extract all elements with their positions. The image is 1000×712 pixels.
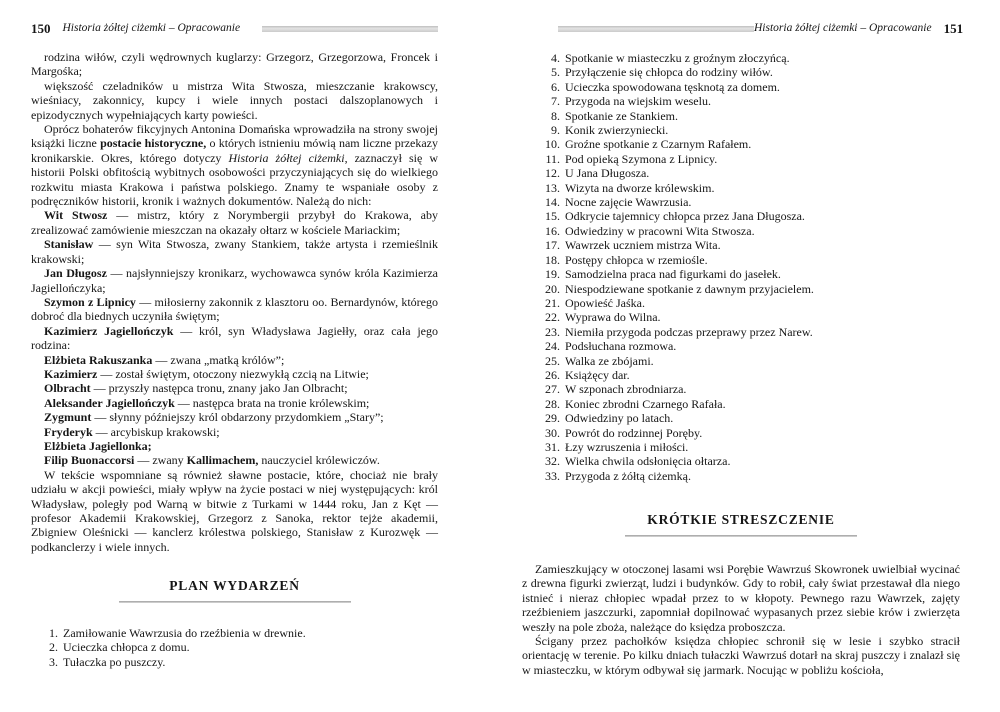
list-item-number: 6.: [551, 79, 560, 94]
list-item-text: Nocne zajęcie Wawrzusia.: [565, 195, 692, 210]
plan-list-item: [522, 267, 960, 281]
list-item-number: 32.: [545, 454, 560, 469]
plan-list-item: [522, 382, 960, 396]
plan-list-item: [522, 209, 960, 223]
plan-list-item: [522, 195, 960, 209]
list-item-text: Pod opieką Szymona z Lipnicy.: [565, 151, 718, 166]
list-item-text: Groźne spotkanie z Czarnym Rafałem.: [565, 137, 752, 152]
paragraph: [31, 353, 438, 367]
plan-list-item: [522, 454, 960, 468]
plan-list-item: [31, 626, 438, 640]
paragraph: [31, 50, 438, 79]
paragraph: [31, 266, 438, 295]
header-rule-right: [558, 26, 754, 32]
list-item-text: Podsłuchana rozmowa.: [565, 339, 677, 354]
paragraph: [31, 324, 438, 353]
list-item-number: 31.: [545, 439, 560, 454]
list-item-number: 1.: [49, 626, 58, 640]
plan-list-item: [522, 238, 960, 252]
list-item-text: Spotkanie ze Stankiem.: [565, 108, 678, 123]
plan-list-item: [522, 296, 960, 310]
list-item-text: Przygoda na wiejskim weselu.: [565, 94, 711, 109]
list-item-text: Ucieczka chłopca z domu.: [63, 640, 190, 655]
body-text: większość czeladników u mistrza Wita Stwosza, mieszczanie krakowscy, wieśniacy, zakonnicy, kupcy i wiele innych postaci dalszoplanowych i epizodycznych wypełniających karty powieści.: [31, 78, 438, 122]
running-title-left: Historia żółtej ciżemki – Opracowanie: [62, 22, 241, 34]
list-item-number: 11.: [545, 151, 560, 166]
page-151: [522, 0, 964, 712]
paragraph: [31, 381, 438, 395]
list-item-text: Koniec zbrodni Czarnego Rafała.: [565, 396, 726, 411]
running-header-right: [522, 21, 964, 36]
list-item-number: 19.: [545, 267, 560, 282]
page-number-left: 150: [31, 21, 51, 36]
section-heading-krotkie-streszczenie: KRÓTKIE STRESZCZENIE: [647, 512, 835, 527]
plan-list-item: [522, 123, 960, 137]
body-text: — syn Wita Stwosza, zwany Stankiem, także artysta i rzemieślnik krakowski;: [31, 237, 438, 266]
plan-list-item: [522, 282, 960, 296]
plan-list-item: [522, 224, 960, 238]
bold-text: Elżbieta Rakuszanka: [44, 352, 153, 367]
plan-list-item: [522, 166, 960, 180]
bold-text: Stanisław: [44, 237, 94, 252]
plan-list-item: [522, 426, 960, 440]
bold-text: Szymon z Lipnicy: [44, 294, 136, 309]
list-item-number: 15.: [545, 209, 560, 224]
list-item-number: 30.: [545, 425, 560, 440]
list-item-number: 16.: [545, 223, 560, 238]
bold-text: Fryderyk: [44, 424, 93, 439]
body-text: Zamieszkujący w otoczonej lasami wsi Porębie Wawrzuś Skowronek uwielbiał wycinać z drewna figurki zwierząt, ludzi i budynków. Gdy to robił, cały świat przestawał dla niego istnieć i nieraz chłopiec wpadał przez to w kłopoty. Pewnego razu Wawrzek, zajęty rzeźbieniem jaszczurki, zapomniał dopilnować wypasanych przez siebie krów i zwierzęta weszły na pole zboża, należące do księdza proboszcza.: [522, 562, 960, 634]
paragraph: [522, 562, 960, 634]
plan-list-item: [31, 640, 438, 654]
list-item-text: Powrót do rodzinnej Poręby.: [565, 425, 703, 440]
list-item-text: Odkrycie tajemnicy chłopca przez Jana Długosza.: [565, 209, 805, 224]
list-item-number: 5.: [551, 65, 560, 80]
paragraph: [31, 439, 438, 453]
paragraph: [31, 79, 438, 122]
list-item-number: 17.: [545, 238, 560, 253]
list-item-text: Spotkanie w miasteczku z groźnym złoczyńcą.: [565, 51, 790, 65]
body-text: W tekście wspomniane są również sławne postacie, które, chociaż nie brały udziału w akcji powieści, miały wpływ na życie postaci w niej występujących: król Władysław, poległy pod Warną w bitwie z Turkami w 1444 roku, Jan z Kęt — profesor Akademii Krakowskiej, Grzegorz z Sanoka, rektor tejże akademii, Zbigniew Oleśnicki — kanclerz królestwa polskiego, Stanisław z Kurozwęk — podkanclerzy i wiele innych.: [31, 467, 438, 554]
list-item-number: 7.: [551, 94, 560, 109]
paragraph: [31, 237, 438, 266]
bold-text: Wit Stwosz: [44, 208, 108, 223]
body-text: — słynny późniejszy król obdarzony przydomkiem „Stary”;: [91, 410, 384, 425]
list-item-number: 33.: [545, 468, 560, 483]
body-text: Ścigany przez pachołków księdza chłopiec schronił się w lesie i szybko stracił orientację w terenie. Po kilku dniach tułaczki Wawrzuś dotarł na skraj puszczy i znalazł się w miasteczku, w którym odbywał się jarmark. Nocując w pobliżu kościoła,: [522, 634, 960, 677]
list-item-number: 9.: [551, 123, 560, 138]
section-rule-left: [119, 601, 351, 603]
section-rule-right: [625, 535, 857, 537]
plan-list-item: [31, 655, 438, 669]
plan-list-item: [522, 368, 960, 382]
list-item-text: Tułaczka po puszczy.: [63, 654, 166, 669]
body-text: nauczyciel królewiczów.: [258, 453, 380, 468]
paragraph: [31, 295, 438, 324]
body-text: , zaznaczył się w historii Polski obfitością wybitnych osobowości przyczyniających się do wielkiego rozkwitu miasta Krakowa i państwa polskiego. Znamy te wspaniałe osoby z podręczników historii, kronik i ważnych dokumentów. Należą do nich:: [31, 150, 438, 209]
list-item-number: 29.: [545, 411, 560, 426]
body-text: rodzina wiłów, czyli wędrownych kuglarzy: Grzegorz, Grzegorzowa, Froncek i Margośka;: [31, 50, 438, 79]
list-item-text: Niespodziewane spotkanie z dawnym przyjacielem.: [565, 281, 814, 296]
body-text: — został świętym, otoczony niezwykłą czcią na Litwie;: [97, 366, 369, 381]
list-item-text: Łzy wzruszenia i miłości.: [565, 439, 689, 454]
list-item-text: Ucieczka spowodowana tęsknotą za domem.: [565, 79, 780, 94]
page-number-right: 151: [943, 21, 964, 36]
list-item-text: W szponach zbrodniarza.: [565, 382, 687, 397]
plan-list-item: [522, 109, 960, 123]
bold-text: Zygmunt: [44, 410, 92, 425]
bold-text: postacie historyczne,: [100, 136, 207, 151]
plan-list-item: [522, 51, 960, 65]
list-item-number: 24.: [545, 339, 560, 354]
list-item-text: Książęcy dar.: [565, 367, 630, 382]
plan-list-item: [522, 137, 960, 151]
list-item-text: Odwiedziny w pracowni Wita Stwosza.: [565, 223, 755, 238]
body-text: — zwana „matką królów”;: [152, 352, 285, 367]
list-item-text: Konik zwierzyniecki.: [565, 123, 669, 138]
plan-list-items-1-3: [31, 626, 438, 669]
bold-text: Jan Długosz: [44, 266, 107, 281]
list-item-text: Walka ze zbójami.: [565, 353, 654, 368]
section-heading-plan-wydarzen: PLAN WYDARZEŃ: [169, 578, 300, 593]
right-page-body: [522, 562, 960, 677]
body-text: — przyszły następca tronu, znany jako Jan Olbracht;: [90, 381, 348, 396]
list-item-number: 25.: [545, 353, 560, 368]
body-text: — arcybiskup krakowski;: [92, 424, 220, 439]
plan-list-item: [522, 181, 960, 195]
paragraph: [31, 425, 438, 439]
bold-text: Filip Buonaccorsi: [44, 453, 135, 468]
paragraph: [31, 468, 438, 554]
body-text: — zwany: [134, 453, 187, 468]
bold-text: Kazimierz: [44, 366, 98, 381]
list-item-number: 26.: [545, 367, 560, 382]
header-rule-left: [262, 26, 438, 32]
list-item-number: 18.: [545, 252, 560, 267]
body-text: — król, syn Władysława Jagiełły, oraz cała jego rodzina:: [31, 323, 438, 353]
list-item-text: Odwiedziny po latach.: [565, 411, 674, 426]
paragraph: [522, 634, 960, 677]
body-text: — mistrz, który z Norymbergii przybył do Krakowa, aby zrealizować zamówienie mieszczan na okazały ołtarz w kościele Mariackim;: [31, 208, 438, 237]
list-item-text: Zamiłowanie Wawrzusia do rzeźbienia w drewnie.: [63, 626, 306, 640]
list-item-text: Przyłączenie się chłopca do rodziny wiłów.: [565, 65, 773, 80]
list-item-number: 3.: [49, 654, 58, 669]
list-item-text: Samodzielna praca nad figurkami do jasełek.: [565, 267, 781, 282]
body-text: — miłosierny zakonnik z klasztoru oo. Bernardynów, którego dobroć dla biednych uczyniła świętym;: [31, 294, 439, 324]
italic-text: Historia żółtej ciżemki: [228, 150, 345, 165]
bold-text: Kazimierz Jagiellończyk: [44, 323, 174, 338]
page-150: [31, 0, 438, 712]
list-item-number: 4.: [551, 51, 560, 65]
list-item-text: Wizyta na dworze królewskim.: [565, 180, 715, 195]
list-item-number: 28.: [545, 396, 560, 411]
plan-list-item: [522, 411, 960, 425]
plan-list-items-4-33: [522, 51, 960, 483]
paragraph: [31, 410, 438, 424]
list-item-text: Postępy chłopca w rzemiośle.: [565, 252, 708, 267]
list-item-number: 12.: [545, 166, 560, 181]
list-item-text: U Jana Długosza.: [565, 166, 650, 181]
plan-list-item: [522, 339, 960, 353]
list-item-number: 13.: [545, 180, 560, 195]
list-item-number: 21.: [545, 295, 560, 310]
body-text: — następca brata na tronie królewskim;: [174, 395, 370, 410]
plan-list-item: [522, 94, 960, 108]
list-item-text: Opowieść Jaśka.: [565, 295, 645, 310]
bold-text: Aleksander Jagiellończyk: [44, 395, 175, 410]
paragraph: [31, 396, 438, 410]
list-item-number: 14.: [545, 195, 560, 210]
plan-list-item: [522, 354, 960, 368]
list-item-number: 2.: [49, 640, 58, 655]
list-item-number: 20.: [545, 281, 560, 296]
bold-text: Olbracht: [44, 381, 91, 396]
list-item-number: 10.: [545, 137, 560, 152]
body-text: — najsłynniejszy kronikarz, wychowawca synów króla Kazimierza Jagiellończyka;: [31, 266, 438, 295]
bold-text: Kallimachem,: [186, 453, 259, 468]
paragraph: [31, 208, 438, 237]
list-item-number: 23.: [545, 324, 560, 339]
plan-list-item: [522, 253, 960, 267]
list-item-number: 27.: [545, 382, 560, 397]
plan-list-item: [522, 325, 960, 339]
list-item-text: Przygoda z żółtą ciżemką.: [565, 468, 691, 483]
list-item-text: Wawrzek uczniem mistrza Wita.: [565, 238, 721, 253]
plan-list-item: [522, 152, 960, 166]
left-page-body: [31, 50, 438, 554]
plan-list-item: [522, 310, 960, 324]
running-title-right: Historia żółtej ciżemki – Opracowanie: [754, 22, 932, 34]
bold-text: Elżbieta Jagiellonka;: [44, 438, 152, 453]
plan-list-item: [522, 469, 960, 483]
paragraph: [31, 367, 438, 381]
list-item-text: Wyprawa do Wilna.: [565, 310, 661, 325]
plan-list-item: [522, 440, 960, 454]
list-item-number: 8.: [551, 108, 560, 123]
plan-list-item: [522, 397, 960, 411]
plan-list-item: [522, 80, 960, 94]
paragraph: [31, 453, 438, 467]
body-text: Oprócz bohaterów fikcyjnych Antonina Domańska wprowadziła na strony swojej książki liczne: [31, 122, 438, 151]
list-item-text: Niemiła przygoda podczas przeprawy przez Narew.: [565, 324, 813, 339]
plan-list-item: [522, 65, 960, 79]
paragraph: [31, 122, 438, 208]
running-header-left: [31, 21, 438, 36]
list-item-number: 22.: [545, 310, 560, 325]
body-text: o których istnieniu mówią nam liczne przekazy kronikarskie. Okres, którego dotyczy: [31, 136, 438, 165]
list-item-text: Wielka chwila odsłonięcia ołtarza.: [565, 454, 731, 469]
